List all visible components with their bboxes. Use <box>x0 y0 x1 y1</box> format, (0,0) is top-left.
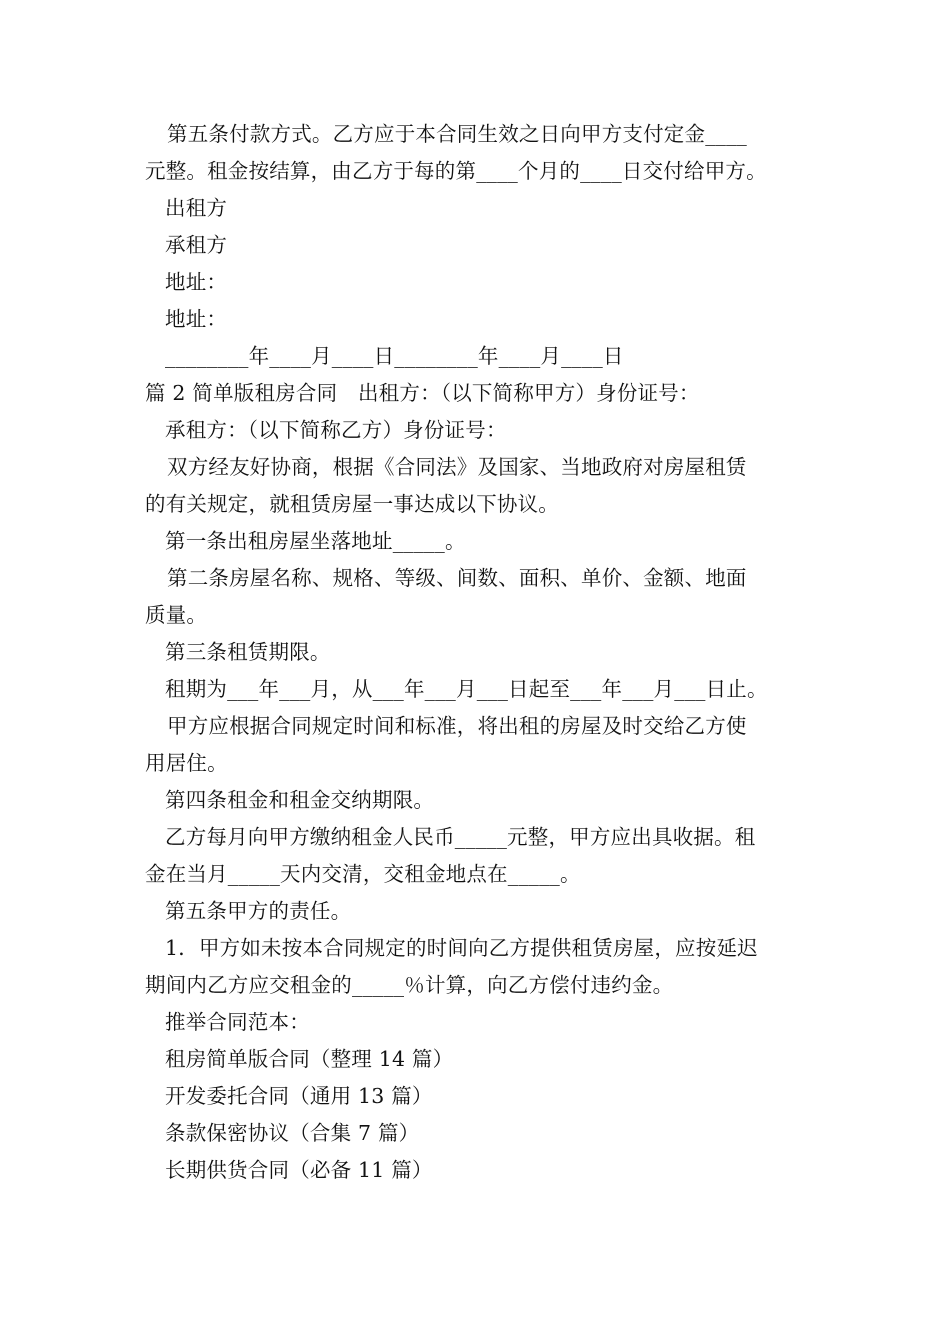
text-line: 第三条租赁期限。 <box>165 640 331 664</box>
text-line: 元整。租金按结算，由乙方于每的第____个月的____日交付给甲方。 <box>145 159 767 183</box>
text-line: 地址： <box>165 307 228 331</box>
text-line: 地址： <box>165 270 228 294</box>
text-line: 租期为___年___月，从___年___月___日起至___年___月___日止。 <box>165 677 768 701</box>
text-line: 长期供货合同（必备 11 篇） <box>165 1158 433 1182</box>
text-line: 质量。 <box>145 603 208 627</box>
text-line: 双方经友好协商，根据《合同法》及国家、当地政府对房屋租赁 <box>167 455 747 479</box>
text-line: ________年____月____日________年____月____日 <box>165 344 624 368</box>
text-line: 期间内乙方应交租金的_____％计算，向乙方偿付违约金。 <box>145 973 674 997</box>
text-line: 用居住。 <box>145 751 228 775</box>
text-line: 乙方每月向甲方缴纳租金人民币_____元整，甲方应出具收据。租 <box>165 825 756 849</box>
text-line: 承租方：（以下简称乙方）身份证号： <box>165 418 507 442</box>
text-line: 推举合同范本： <box>165 1010 310 1034</box>
text-line: 甲方应根据合同规定时间和标准，将出租的房屋及时交给乙方使 <box>167 714 747 738</box>
text-line: 第四条租金和租金交纳期限。 <box>165 788 435 812</box>
text-line: 条款保密协议（合集 7 篇） <box>165 1121 420 1145</box>
text-line: 第五条甲方的责任。 <box>165 899 352 923</box>
text-line: 第五条付款方式。乙方应于本合同生效之日向甲方支付定金____ <box>167 122 747 146</box>
text-line: 出租方 <box>165 196 228 220</box>
text-line: 租房简单版合同（整理 14 篇） <box>165 1047 454 1071</box>
text-line: 开发委托合同（通用 13 篇） <box>165 1084 433 1108</box>
text-line: 金在当月_____天内交清，交租金地点在_____。 <box>145 862 581 886</box>
text-line: 承租方 <box>165 233 228 257</box>
document-body <box>145 116 810 1189</box>
text-line: 第二条房屋名称、规格、等级、间数、面积、单价、金额、地面 <box>167 566 747 590</box>
text-line: 第一条出租房屋坐落地址_____。 <box>165 529 466 553</box>
text-line: 的有关规定，就租赁房屋一事达成以下协议。 <box>145 492 559 516</box>
text-line: 1．甲方如未按本合同规定的时间向乙方提供租赁房屋，应按延迟 <box>165 936 758 960</box>
text-line: 篇 2 简单版租房合同 出租方：（以下简称甲方）身份证号： <box>145 381 700 405</box>
